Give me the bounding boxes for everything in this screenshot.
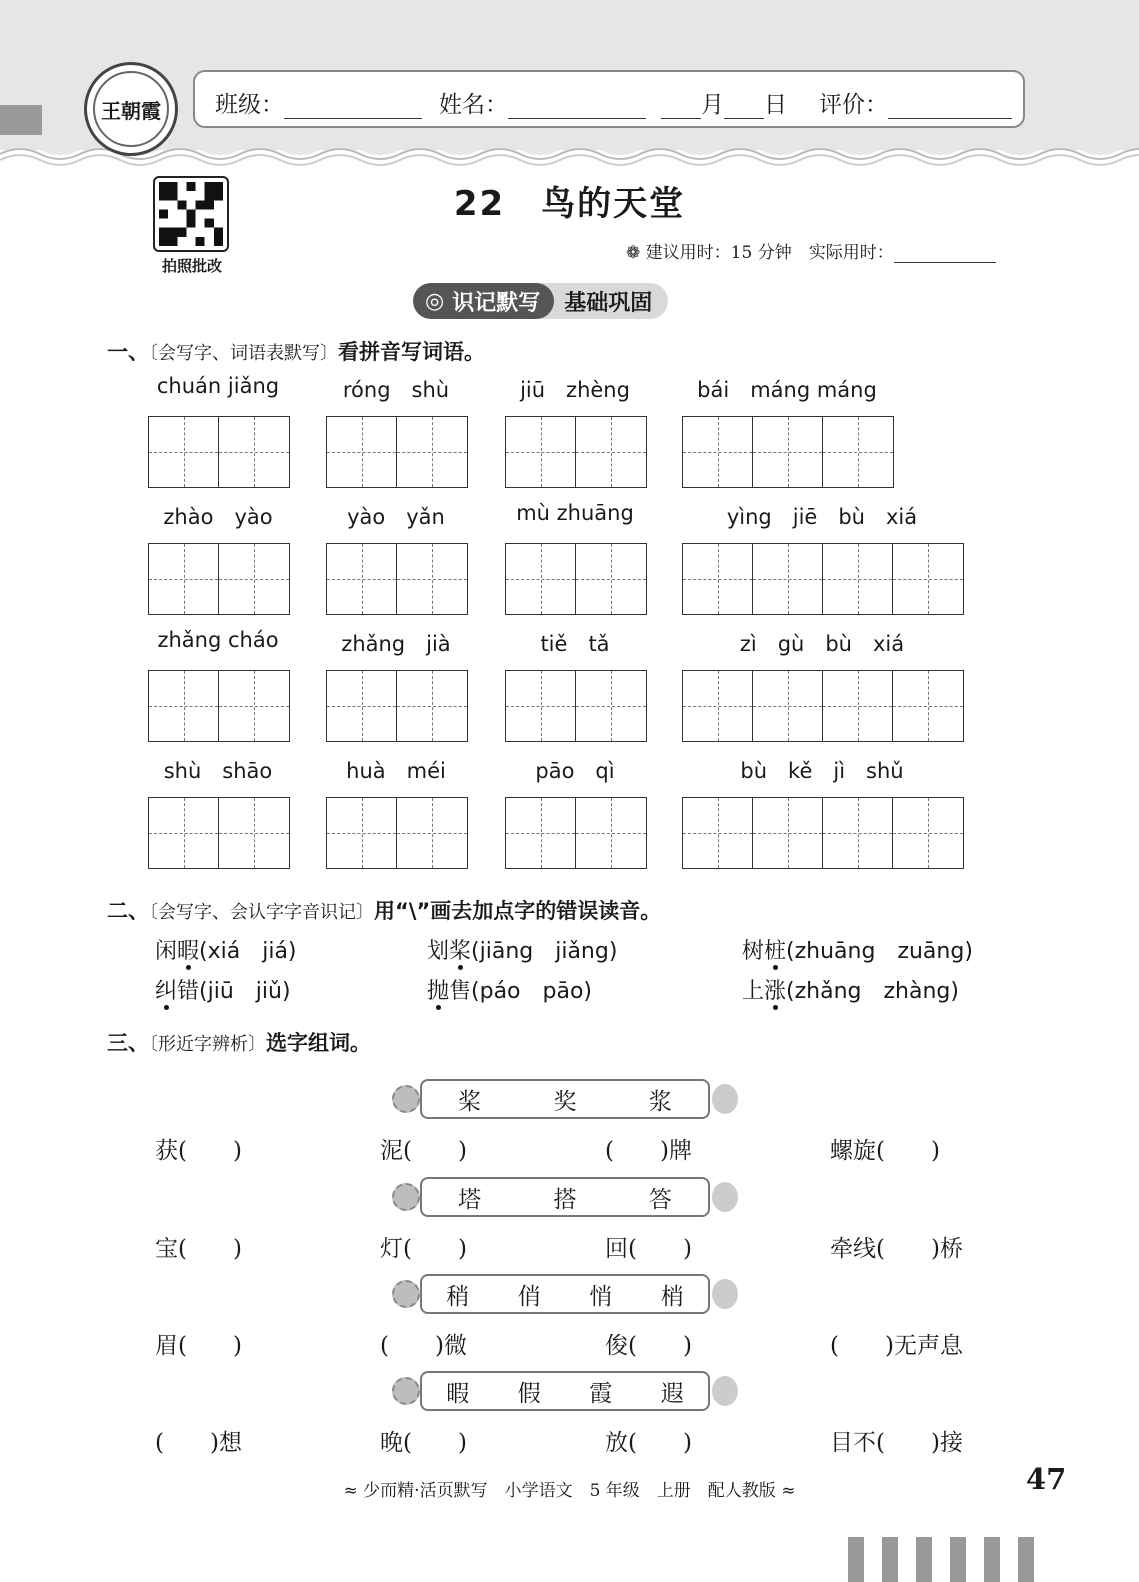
dotted-char: 暇 — [177, 939, 200, 964]
edge-mark — [882, 1537, 898, 1582]
writing-cell[interactable] — [753, 798, 823, 868]
moon-icon — [712, 1182, 738, 1212]
writing-cell[interactable] — [753, 417, 823, 487]
word-blank[interactable]: 泥( ) — [380, 1138, 467, 1164]
writing-grid[interactable] — [682, 416, 894, 488]
dotted-char: 桩 — [764, 939, 787, 964]
writing-cell[interactable] — [149, 544, 219, 614]
pinyin-options[interactable]: (zhuāng zuāng) — [786, 939, 973, 964]
choice-character: 假 — [517, 1380, 541, 1407]
writing-cell[interactable] — [506, 544, 576, 614]
writing-cell[interactable] — [823, 544, 893, 614]
writing-grid[interactable] — [326, 797, 468, 869]
moon-icon — [712, 1084, 738, 1114]
word-blank[interactable]: 灯( ) — [380, 1236, 467, 1262]
logo-text: 王朝霞 — [93, 71, 169, 147]
pinyin-label: yào yǎn — [347, 505, 445, 529]
choice-character: 俏 — [517, 1283, 541, 1310]
writing-grid[interactable] — [682, 670, 964, 742]
writing-cell[interactable] — [327, 671, 397, 741]
section-banner — [413, 283, 668, 319]
writing-cell[interactable] — [823, 417, 893, 487]
time-hint: ❁ 建议用时：15 分钟 实际用时： — [626, 238, 996, 263]
writing-cell[interactable] — [397, 671, 467, 741]
student-info-box — [193, 70, 1025, 128]
edge-mark — [950, 1537, 966, 1582]
writing-cell[interactable] — [149, 417, 219, 487]
pinyin-options[interactable]: (jiū jiǔ) — [199, 979, 291, 1004]
question-2-heading: 二、〔会写字、会认字字音识记〕用“\”画去加点字的错误读音。 — [107, 899, 662, 923]
writing-grid[interactable] — [326, 416, 468, 488]
writing-cell[interactable] — [823, 671, 893, 741]
char: 划 — [427, 939, 450, 964]
writing-grid[interactable] — [682, 797, 964, 869]
question-3-heading: 三、〔形近字辨析〕选字组词。 — [107, 1031, 371, 1055]
edge-mark — [1018, 1537, 1034, 1582]
writing-grid[interactable] — [148, 416, 290, 488]
dotted-char: 涨 — [764, 979, 787, 1004]
writing-cell[interactable] — [219, 798, 289, 868]
writing-grid[interactable] — [148, 670, 290, 742]
character-choice-box — [420, 1177, 710, 1217]
choice-character: 遐 — [660, 1380, 684, 1407]
writing-cell[interactable] — [893, 544, 963, 614]
word-blank[interactable]: 放( ) — [605, 1430, 692, 1456]
char: 错 — [177, 979, 200, 1004]
pinyin-options[interactable]: (jiāng jiǎng) — [471, 939, 618, 964]
choice-character: 答 — [648, 1186, 672, 1213]
choice-character: 暇 — [446, 1380, 470, 1407]
writing-cell[interactable] — [753, 544, 823, 614]
writing-cell[interactable] — [397, 798, 467, 868]
writing-cell[interactable] — [753, 671, 823, 741]
pinyin-label: mù zhuāng — [516, 501, 634, 525]
writing-cell[interactable] — [219, 544, 289, 614]
pronunciation-item[interactable] — [155, 974, 291, 1005]
word-blank[interactable]: 螺旋( ) — [830, 1138, 940, 1164]
choice-character: 塔 — [458, 1186, 482, 1213]
evaluation-field[interactable]: 评价： — [819, 86, 1012, 119]
writing-grid[interactable] — [505, 797, 647, 869]
choice-character: 霞 — [589, 1380, 613, 1407]
pinyin-label: bù kě jì shǔ — [740, 759, 904, 783]
writing-cell[interactable] — [683, 798, 753, 868]
char: 售 — [449, 979, 472, 1004]
dotted-char: 桨 — [449, 939, 472, 964]
page-title: 22 鸟的天堂 — [453, 184, 686, 224]
writing-cell[interactable] — [149, 671, 219, 741]
moon-icon — [712, 1376, 738, 1406]
footer-text: ≈ 少而精·活页默写 小学语文 5 年级 上册 配人教版 ≈ — [343, 1481, 796, 1501]
writing-cell[interactable] — [893, 671, 963, 741]
writing-grid[interactable] — [505, 670, 647, 742]
edge-mark — [916, 1537, 932, 1582]
word-blank[interactable]: 牵线( )桥 — [830, 1236, 963, 1262]
medal-icon: ◎ — [425, 288, 445, 314]
writing-grid[interactable] — [148, 797, 290, 869]
word-blank[interactable]: ( )微 — [380, 1333, 467, 1359]
pronunciation-item[interactable] — [427, 974, 592, 1005]
writing-cell[interactable] — [683, 417, 753, 487]
name-field[interactable]: 姓名： — [439, 86, 646, 119]
writing-cell[interactable] — [397, 417, 467, 487]
page-number: 47 — [1026, 1462, 1067, 1496]
banner-left: ◎ 识记默写 — [413, 283, 554, 319]
writing-cell[interactable] — [219, 417, 289, 487]
writing-cell[interactable] — [576, 417, 646, 487]
writing-grid[interactable] — [148, 543, 290, 615]
writing-cell[interactable] — [397, 544, 467, 614]
writing-cell[interactable] — [893, 798, 963, 868]
writing-grid[interactable] — [682, 543, 964, 615]
pinyin-label: chuán jiǎng — [156, 374, 280, 398]
word-blank[interactable]: ( )无声息 — [830, 1333, 963, 1359]
char: 上 — [742, 979, 765, 1004]
word-blank[interactable]: 获( ) — [155, 1138, 242, 1164]
choice-character: 奖 — [553, 1088, 577, 1115]
choice-character: 浆 — [648, 1088, 672, 1115]
dotted-char: 抛 — [427, 979, 450, 1004]
word-blank[interactable]: ( )想 — [155, 1430, 242, 1456]
sun-icon — [392, 1377, 420, 1405]
choice-character: 桨 — [458, 1088, 482, 1115]
edge-mark — [984, 1537, 1000, 1582]
pinyin-label: zhǎng cháo — [157, 628, 279, 652]
date-field[interactable]: 月 日 — [661, 86, 787, 119]
char: 闲 — [155, 939, 178, 964]
class-field[interactable]: 班级： — [215, 86, 422, 119]
sun-icon — [392, 1183, 420, 1211]
writing-grid[interactable] — [326, 543, 468, 615]
word-blank[interactable]: 宝( ) — [155, 1236, 242, 1262]
pinyin-label: zhào yào — [163, 505, 273, 529]
banner-right: 基础巩固 — [536, 283, 668, 319]
pinyin-options[interactable]: (xiá jiá) — [199, 939, 297, 964]
edge-mark — [848, 1537, 864, 1582]
writing-cell[interactable] — [823, 798, 893, 868]
choice-character: 稍 — [446, 1283, 470, 1310]
qr-caption: 拍照批改 — [161, 257, 222, 275]
pinyin-options[interactable]: (páo pāo) — [471, 979, 593, 1004]
pinyin-label: zhǎng jià — [341, 632, 451, 656]
writing-cell[interactable] — [327, 798, 397, 868]
word-blank[interactable]: 回( ) — [605, 1236, 692, 1262]
pinyin-label: jiū zhèng — [520, 378, 630, 402]
char: 树 — [742, 939, 765, 964]
writing-cell[interactable] — [683, 671, 753, 741]
pronunciation-item[interactable] — [742, 934, 973, 965]
pinyin-label: tiě tǎ — [540, 632, 610, 656]
pronunciation-item[interactable] — [155, 934, 297, 965]
writing-grid[interactable] — [326, 670, 468, 742]
pinyin-label: huà méi — [346, 759, 446, 783]
writing-grid[interactable] — [505, 543, 647, 615]
brand-logo — [84, 62, 178, 156]
choice-character: 悄 — [589, 1283, 613, 1310]
pinyin-label: zì gù bù xiá — [739, 632, 905, 656]
character-choice-box — [420, 1371, 710, 1411]
dotted-char: 纠 — [155, 979, 178, 1004]
pinyin-label: róng shù — [342, 378, 450, 402]
pinyin-label: pāo qì — [535, 759, 615, 783]
question-1-heading: 一、〔会写字、词语表默写〕看拼音写词语。 — [107, 340, 485, 364]
writing-cell[interactable] — [327, 417, 397, 487]
writing-cell[interactable] — [576, 671, 646, 741]
choice-character: 梢 — [660, 1283, 684, 1310]
header-wave — [0, 140, 1139, 170]
writing-cell[interactable] — [327, 544, 397, 614]
sun-icon — [392, 1280, 420, 1308]
pinyin-label: yìng jiē bù xiá — [726, 505, 918, 529]
sun-icon — [392, 1085, 420, 1113]
character-choice-box — [420, 1079, 710, 1119]
pronunciation-item[interactable] — [742, 974, 959, 1005]
word-blank[interactable]: 俊( ) — [605, 1333, 692, 1359]
writing-cell[interactable] — [683, 544, 753, 614]
word-blank[interactable]: 目不( )接 — [830, 1430, 963, 1456]
writing-cell[interactable] — [506, 671, 576, 741]
pinyin-label: bái máng máng — [697, 378, 877, 402]
writing-cell[interactable] — [219, 671, 289, 741]
clock-icon: ❁ — [626, 243, 646, 263]
writing-grid[interactable] — [505, 416, 647, 488]
word-blank[interactable]: 眉( ) — [155, 1333, 242, 1359]
choice-character: 搭 — [553, 1186, 577, 1213]
writing-cell[interactable] — [576, 798, 646, 868]
side-tab — [0, 105, 42, 135]
character-choice-box — [420, 1274, 710, 1314]
pinyin-label: shù shāo — [163, 759, 273, 783]
pinyin-options[interactable]: (zhǎng zhàng) — [786, 979, 959, 1004]
word-blank[interactable]: ( )牌 — [605, 1138, 692, 1164]
word-blank[interactable]: 晚( ) — [380, 1430, 467, 1456]
writing-cell[interactable] — [506, 417, 576, 487]
writing-cell[interactable] — [506, 798, 576, 868]
writing-cell[interactable] — [576, 544, 646, 614]
writing-cell[interactable] — [149, 798, 219, 868]
moon-icon — [712, 1279, 738, 1309]
pronunciation-item[interactable] — [427, 934, 617, 965]
